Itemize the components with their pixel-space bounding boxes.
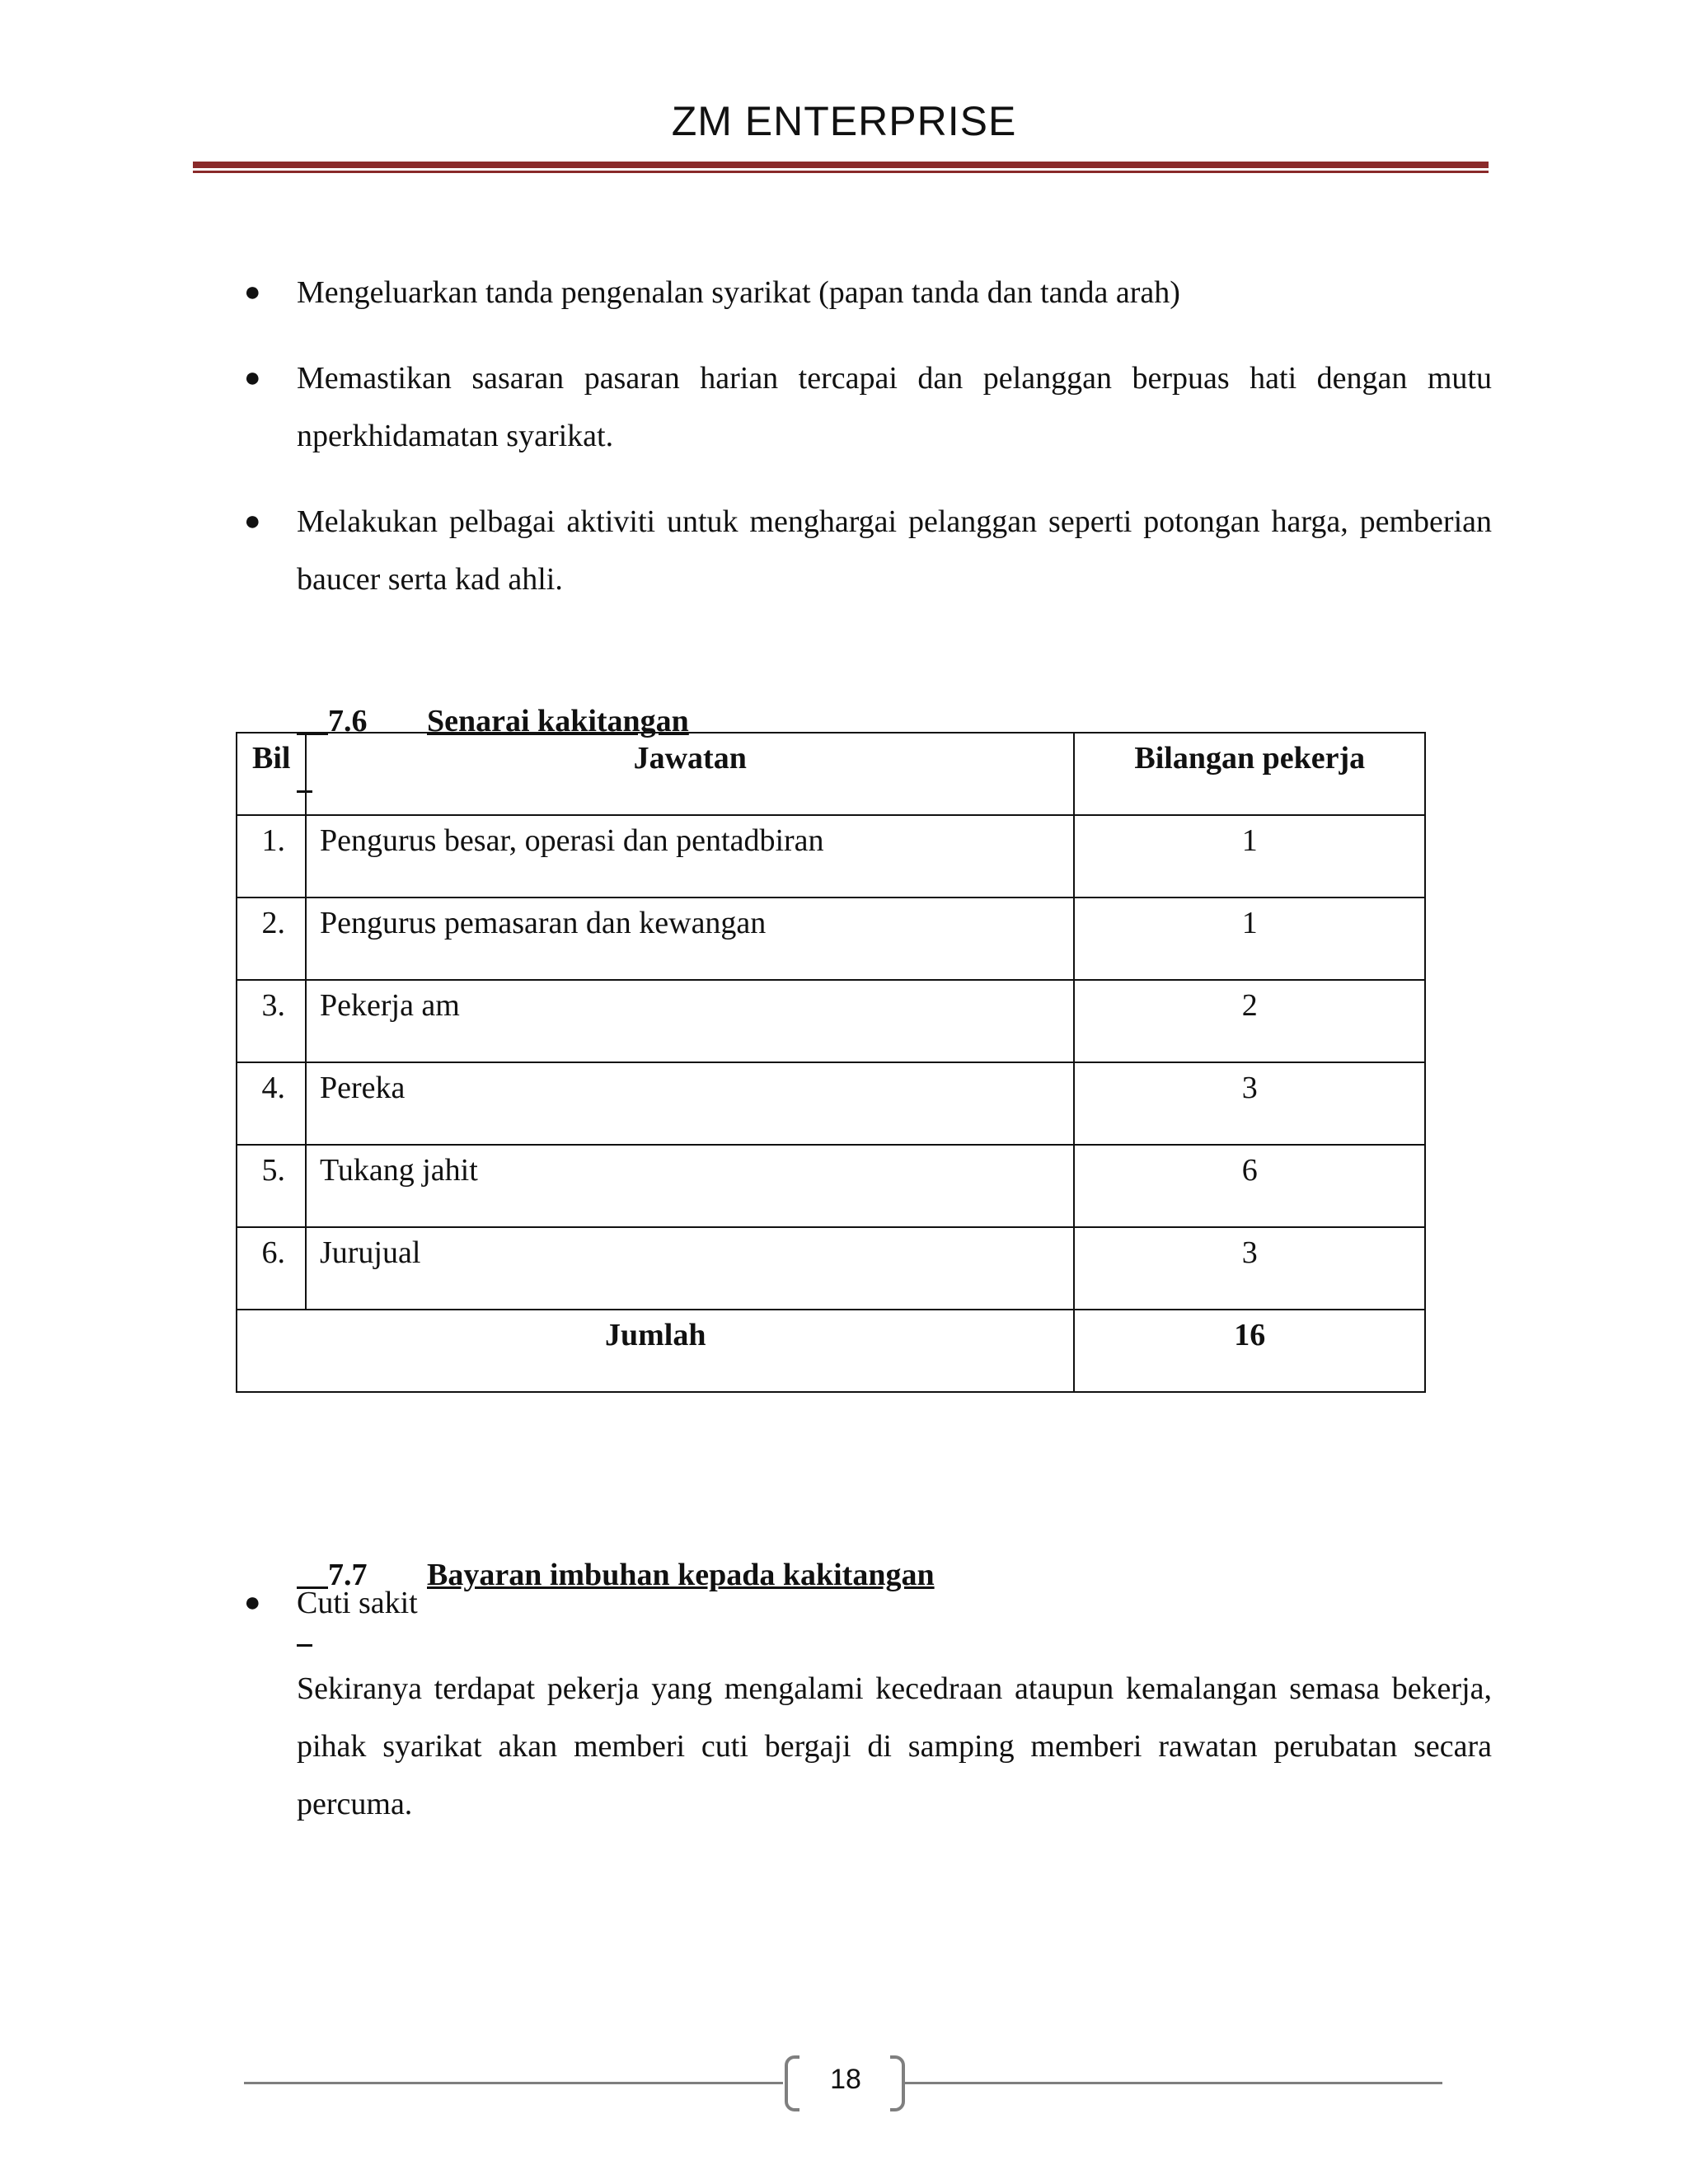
table-row: [237, 1062, 1425, 1145]
table-row: [237, 898, 1425, 980]
cell-bilangan: 3: [1074, 1227, 1425, 1310]
cell-bil: 6.: [237, 1227, 306, 1310]
cell-jawatan: Pengurus besar, operasi dan pentadbiran: [306, 815, 1075, 898]
section-title: Senarai kakitangan: [427, 704, 689, 738]
cell-jawatan: Pekerja am: [306, 980, 1075, 1062]
table-row: [237, 815, 1425, 898]
footer-bracket-left-icon: [785, 2055, 799, 2111]
cell-bilangan: 6: [1074, 1145, 1425, 1227]
cell-bil: 4.: [237, 1062, 306, 1145]
cell-bilangan: 2: [1074, 980, 1425, 1062]
page-header-title: ZM ENTERPRISE: [671, 98, 1017, 144]
staff-table: [236, 732, 1426, 1393]
cell-total-label: Jumlah: [237, 1310, 1074, 1392]
cell-jawatan: Tukang jahit: [306, 1145, 1075, 1227]
bullet-item: [244, 264, 1492, 321]
bullet-dot-icon: ●: [244, 1587, 261, 1618]
footer-rule-left: [244, 2082, 783, 2084]
cell-bilangan: 1: [1074, 898, 1425, 980]
cell-bilangan: 3: [1074, 1062, 1425, 1145]
footer-rule-right: [905, 2082, 1442, 2084]
page-number: 18: [830, 2064, 861, 2095]
bullet-text: Melakukan pelbagai aktiviti untuk menghargai pelanggan seperti potongan harga, pemberian baucer serta kad ahli.: [297, 504, 1492, 597]
section-title: Bayaran imbuhan kepada kakitangan: [427, 1558, 935, 1592]
table-total-row: [237, 1310, 1425, 1392]
column-header-bilangan: Bilangan pekerja: [1074, 733, 1425, 815]
cell-bil: 1.: [237, 815, 306, 898]
bullet-item: [244, 1574, 1492, 1632]
column-header-jawatan: Jawatan: [306, 733, 1075, 815]
bullet-text: Cuti sakit: [297, 1586, 418, 1620]
bullet-item: [244, 349, 1492, 465]
table-row: [237, 980, 1425, 1062]
bullet-dot-icon: ●: [244, 277, 261, 307]
table-row: [237, 1145, 1425, 1227]
section-number: 7.6: [328, 704, 368, 738]
bullet-item: [244, 493, 1492, 608]
cell-jawatan: Jurujual: [306, 1227, 1075, 1310]
cell-bil: 5.: [237, 1145, 306, 1227]
column-header-bil: Bil: [237, 733, 306, 815]
cell-jawatan: Pereka: [306, 1062, 1075, 1145]
bullet-dot-icon: ●: [244, 363, 261, 393]
header-rule-thick: [193, 162, 1489, 168]
cell-total-value: 16: [1074, 1310, 1425, 1392]
bullet-dot-icon: ●: [244, 506, 261, 537]
bullet-text: Memastikan sasaran pasaran harian tercapai dan pelanggan berpuas hati dengan mutu nperkhidamatan syarikat.: [297, 361, 1492, 453]
footer-bracket-right-icon: [890, 2055, 905, 2111]
paragraph-cuti-sakit: Sekiranya terdapat pekerja yang mengalami kecedraan ataupun kemalangan semasa bekerja, pihak syarikat akan memberi cuti bergaji di samping memberi rawatan perubatan secara percuma.: [297, 1671, 1492, 1821]
table-row: [237, 1227, 1425, 1310]
bullet-text: Mengeluarkan tanda pengenalan syarikat (papan tanda dan tanda arah): [297, 275, 1180, 310]
cell-bil: 2.: [237, 898, 306, 980]
cell-bil: 3.: [237, 980, 306, 1062]
cell-bilangan: 1: [1074, 815, 1425, 898]
section-number: 7.7: [328, 1558, 368, 1592]
cell-jawatan: Pengurus pemasaran dan kewangan: [306, 898, 1075, 980]
header-rule-thin: [193, 171, 1489, 173]
table-header-row: [237, 733, 1425, 815]
